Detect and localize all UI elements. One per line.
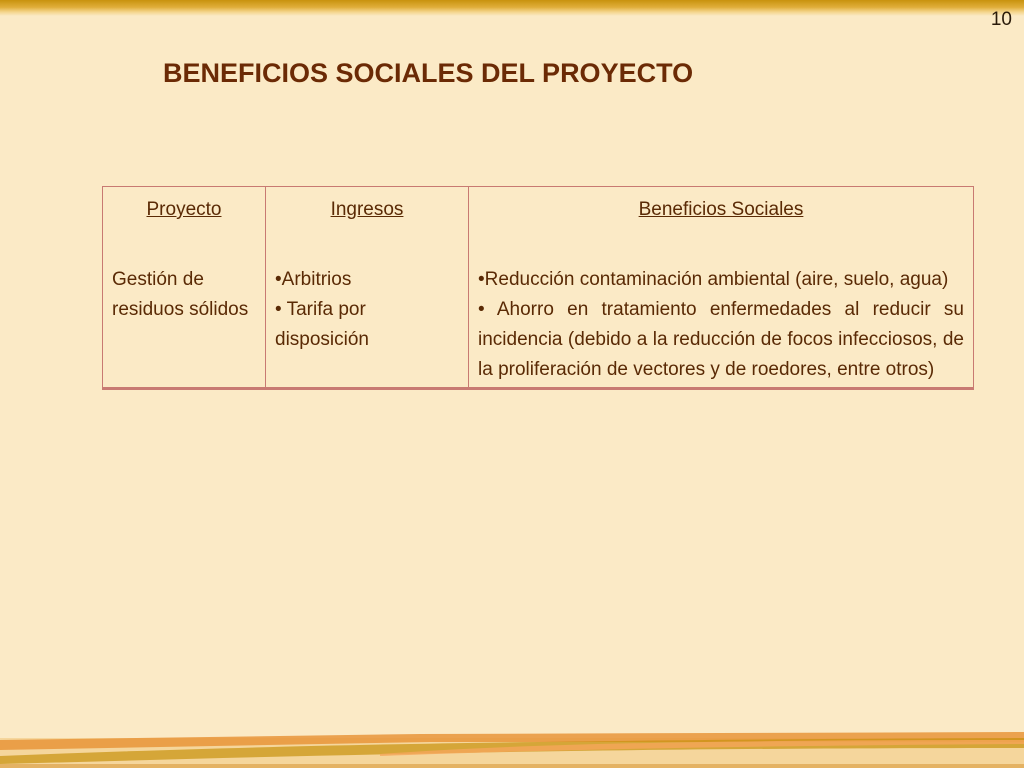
bottom-decorative-swoosh [0,726,1024,768]
ingreso-item: •Arbitrios [275,269,352,290]
header-ingresos [266,187,469,266]
table-row [103,265,974,389]
benefits-table-container [102,186,973,390]
header-ingresos-label: Ingresos [330,199,404,220]
header-beneficios-label: Beneficios Sociales [638,199,804,220]
header-beneficios [469,187,974,266]
top-decorative-bar [0,0,1024,16]
cell-ingresos [266,265,469,389]
proyecto-text: Gestión de residuos sólidos [112,269,249,320]
slide-title: BENEFICIOS SOCIALES DEL PROYECTO [163,58,694,88]
cell-beneficios [469,265,974,389]
header-proyecto [103,187,266,266]
benefits-table [102,186,974,390]
beneficio-item: •Reducción contaminación ambiental (aire, suelo, agua) [478,269,949,290]
beneficio-item: • Ahorro en tratamiento enfermedades al reducir su incidencia (debido a la reducción de focos infecciosos, de la proliferación de vectores y de roedores, entre otros) [478,299,964,380]
cell-proyecto [103,265,266,389]
ingreso-item: • Tarifa por disposición [275,299,369,350]
table-header-row [103,187,974,266]
page-number: 10 [990,9,1012,30]
header-proyecto-label: Proyecto [146,199,222,220]
